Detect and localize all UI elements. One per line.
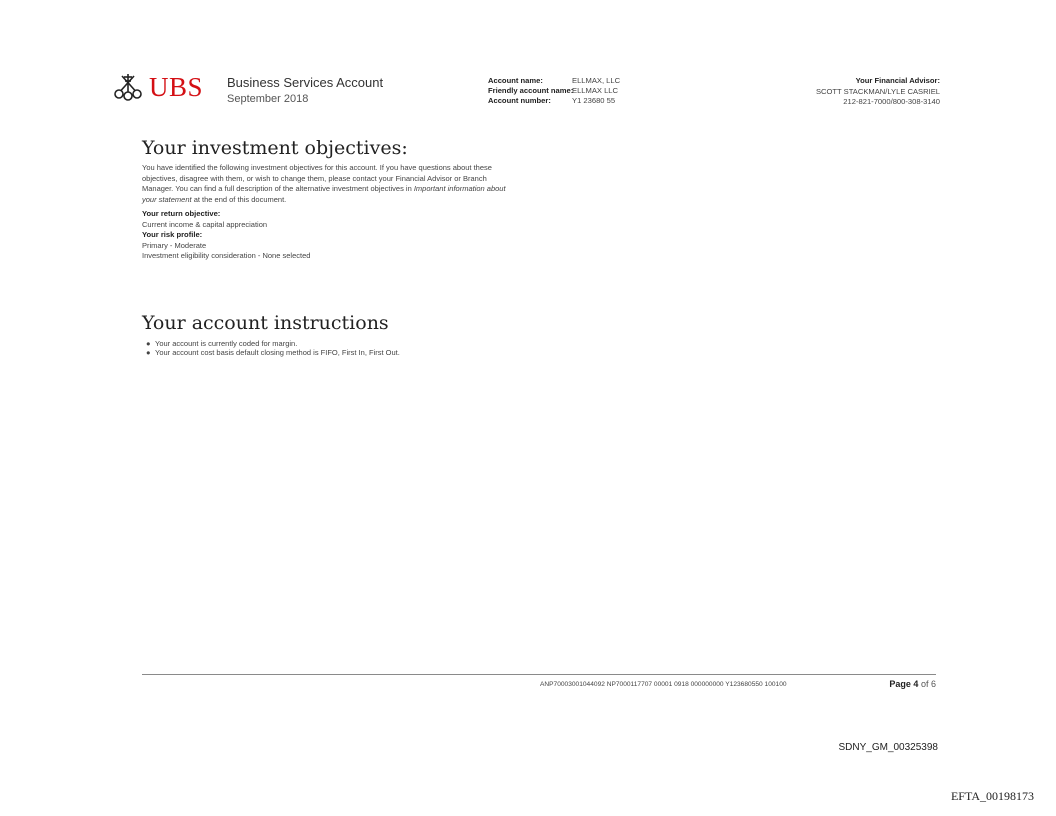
footer-document-code: ANP70003001044092 NP7000117707 00001 0918 000000000 Y123680550 100100 (540, 681, 787, 688)
instruction-text: Your account cost basis default closing method is FIFO, First In, First Out. (155, 348, 400, 357)
risk-profile-value: Primary - Moderate (142, 240, 207, 250)
bates-number: SDNY_GM_00325398 (838, 742, 938, 753)
bullet-icon: ● (146, 339, 151, 348)
intro-text-2: at the end of this document. (191, 194, 287, 204)
account-type-title: Business Services Account (227, 75, 384, 90)
list-item (146, 348, 400, 357)
page-number (889, 679, 936, 689)
efta-number: EFTA_00198173 (950, 789, 1034, 803)
page-total: 6 (930, 679, 936, 689)
three-keys-icon (112, 72, 144, 102)
eligibility-consideration: Investment eligibility consideration - None selected (142, 251, 311, 260)
account-instructions-heading: Your account instructions (142, 312, 389, 334)
investment-objectives-body (142, 163, 512, 262)
ubs-logo (112, 72, 203, 102)
investment-objectives-heading: Your investment objectives: (142, 137, 408, 159)
account-instructions-list (146, 339, 400, 357)
advisor-label: Your Financial Advisor: (855, 76, 940, 85)
friendly-name-label: Friendly account name: (488, 86, 574, 95)
page-of: of (920, 679, 929, 689)
instruction-text: Your account is currently coded for margin. (155, 339, 298, 348)
financial-advisor-info (816, 76, 940, 108)
statement-period: September 2018 (227, 93, 309, 105)
footer-divider (142, 674, 936, 675)
intro-text-1: You have identified the following investment objectives for this account. If you have questions about these objectives, disagree with them, or wish to change them, please contact your Financial Advisor or Branch Manager. You can find a full description of the alternative investment objectives in (142, 163, 492, 193)
page-current: 4 (913, 679, 919, 689)
account-name-value: ELLMAX, LLC (572, 76, 621, 85)
ubs-wordmark: UBS (149, 71, 204, 102)
objectives-intro (142, 163, 512, 205)
advisor-phones: 212-821-7000/800-308-3140 (843, 97, 940, 106)
account-number-value: Y1 23680 55 (572, 96, 616, 105)
return-objective-value: Current income & capital appreciation (142, 219, 268, 229)
risk-profile-label: Your risk profile: (142, 230, 203, 239)
intro-italic-reference: Important information about your statement (142, 184, 506, 204)
list-item (146, 339, 400, 348)
page-label: Page (889, 679, 911, 689)
account-name-label: Account name: (488, 76, 543, 85)
account-info (488, 76, 620, 106)
bullet-icon: ● (146, 348, 151, 357)
friendly-name-value: ELLMAX LLC (572, 86, 619, 95)
return-objective-label: Your return objective: (142, 209, 221, 218)
account-number-label: Account number: (488, 96, 551, 105)
advisor-names: SCOTT STACKMAN/LYLE CASRIEL (815, 86, 940, 96)
